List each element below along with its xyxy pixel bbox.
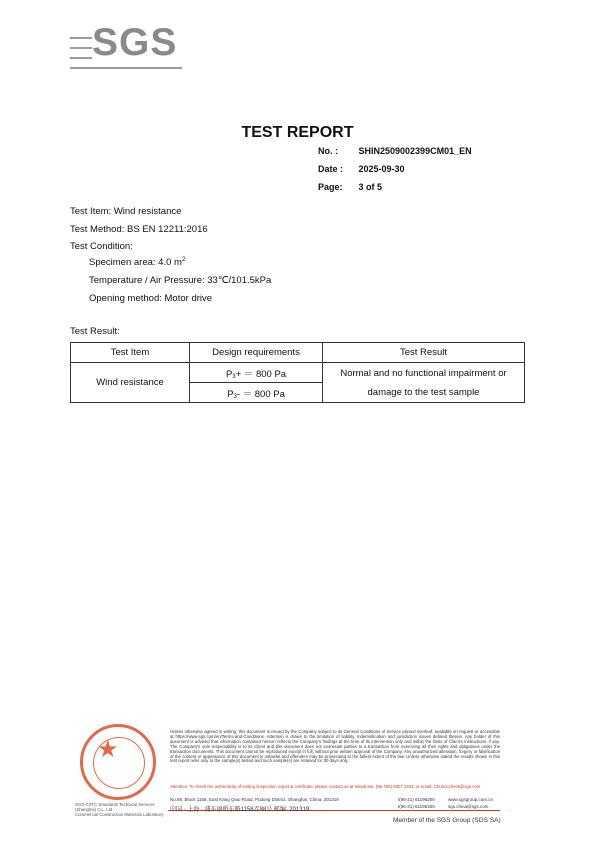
report-title: TEST REPORT — [241, 124, 354, 141]
req-symbol: P — [225, 368, 233, 380]
report-number-value: SHIN2509002399CM01_EN — [358, 146, 472, 156]
report-page-label: Page: — [318, 182, 343, 192]
authenticity-notice: Attention: To check the authenticity of testing /inspection report & certificate, please contact us at telephone: (86-755) 8307 1443, or email: CN.Doccheck@sgs.com — [170, 784, 481, 789]
website: www.sgsgroup.com.cn — [448, 797, 494, 802]
specimen-area-text: Specimen area: 4.0 m — [89, 257, 182, 268]
specimen-area-exponent: 2 — [181, 257, 186, 263]
logo-line — [70, 57, 92, 59]
header-design-requirements: Design requirements — [190, 343, 323, 363]
test-result-label: Test Result: — [70, 326, 120, 337]
report-page — [318, 182, 382, 192]
req-value: - ＝ 800 Pa — [236, 388, 285, 400]
telephone: t(86-21) 61196300 — [398, 797, 435, 802]
telephone: t(86-21) 61196300 — [398, 804, 435, 809]
temperature-pressure: Temperature / Air Pressure: 33℃/101.5kPa — [89, 275, 272, 286]
logo-text: SGS — [92, 21, 178, 64]
opening-method: Opening method: Motor drive — [89, 293, 213, 304]
specimen-area — [89, 257, 185, 268]
report-number-label: No. : — [318, 146, 338, 156]
cell-test-result — [323, 363, 525, 403]
req-value: + ＝ 800 Pa — [235, 368, 287, 380]
address-chinese: 中国 · 上海 · 浦东康桥东路1158弄88号 邮编: 201319 — [170, 807, 310, 813]
table-header-row — [71, 343, 525, 363]
report-date-value: 2025-09-30 — [358, 164, 405, 174]
report-number — [318, 146, 472, 156]
req-symbol: P — [227, 388, 234, 400]
report-page-value: 3 of 5 — [358, 182, 383, 192]
star-icon: ★ — [97, 736, 119, 763]
result-line: damage to the test sample — [367, 386, 480, 398]
cell-test-item: Wind resistance — [71, 363, 190, 403]
lab-name-line: Commercial Construction Materials Laboratory — [75, 812, 164, 817]
test-method: Test Method: BS EN 12211:2016 — [70, 224, 208, 235]
address-english: No.88, Block 1158, East Kang Qiao Road, Pudong District, Shanghai, China. 201319 — [170, 797, 339, 802]
logo-line — [70, 47, 92, 49]
req-subscript: 3 — [233, 393, 237, 400]
test-condition: Test Condition: — [70, 241, 133, 252]
req-subscript: 3 — [232, 373, 236, 380]
cell-requirement-positive — [190, 363, 323, 383]
report-date — [318, 164, 405, 174]
logo-line — [70, 37, 92, 39]
table-row — [71, 363, 525, 383]
header-test-result: Test Result — [323, 343, 525, 363]
test-item: Test Item: Wind resistance — [70, 206, 182, 217]
sgs-membership: Member of the SGS Group (SGS SA) — [393, 817, 501, 824]
result-table — [70, 342, 525, 403]
header-test-item: Test Item — [71, 343, 190, 363]
sgs-logo — [70, 21, 182, 69]
result-line: Normal and no functional impairment or — [340, 367, 507, 379]
lab-name-line: SGS-CSTC Standards Technical Services (Shanghai) Co., Ltd. — [75, 802, 155, 812]
email: sgs.china@sgs.com — [448, 804, 489, 809]
legal-disclaimer: Unless otherwise agreed in writing, this document is issued by the Company subject to its General Conditions of Service printed overleaf, available on request or accessible at https://www.sgs.com/en/Terms-and-Conditions. Attention is drawn to the limitation of liability, indemnification and jurisdiction issues defined therein. Any holder of this document is advised that information contained hereon reflects the Company's findings at the time of its intervention only and within the limits of Client's instructions, if any. The Company's sole responsibility is to its Client and this document does not exonerate parties to a transaction from exercising all their rights and obligations under the transaction documents. This document cannot be reproduced except in full, without prior written approval of the Company. Any unauthorized alteration, forgery or falsification of the content or appearance of this document is unlawful and offenders may be prosecuted to the fullest extent of the law. Unless otherwise stated the results shown in this test report refer only to the sample(s) tested and such sample(s) are retained for 30 days only. — [170, 729, 500, 764]
inspection-stamp — [80, 724, 156, 800]
lab-name — [75, 802, 165, 817]
cell-requirement-negative — [190, 383, 323, 403]
logo-line — [70, 67, 182, 69]
report-date-label: Date : — [318, 164, 344, 174]
